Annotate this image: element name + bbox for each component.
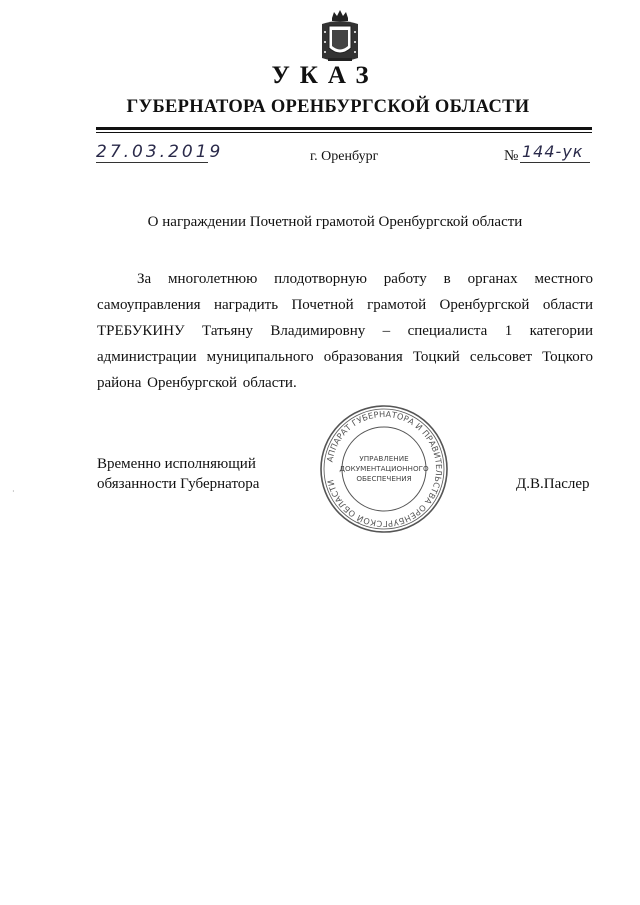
stamp-ring-text: АППАРАТ ГУБЕРНАТОРА И ПРАВИТЕЛЬСТВА ОРЕНБУРГСКОЙ ОБЛАСТИ (324, 408, 445, 530)
stamp-center-line3: ОБЕСПЕЧЕНИЯ (356, 474, 412, 483)
number-sign: № (504, 148, 519, 164)
decree-number: 144-ук (522, 142, 584, 161)
signatory-role (97, 454, 259, 494)
signatory-name: Д.В.Паслер (516, 476, 590, 492)
signatory-role-line1: Временно исполняющий (97, 456, 256, 472)
document-title: УКАЗ (271, 62, 379, 89)
decree-body: За многолетнюю плодотворную работу в органах местного самоуправления наградить Почетной грамотой Оренбургской области ТРЕБУКИНУ Татьяну Владимировну – специалиста 1 категории администрации муниципального образования Тоцкий сельсовет Тоцкого района Оренбургской области. (97, 271, 593, 391)
header-rule-thin (96, 132, 592, 133)
signatory-role-line2: обязанности Губернатора (97, 476, 260, 492)
coat-of-arms-icon (318, 8, 362, 64)
document-subtitle: ГУБЕРНАТОРА ОРЕНБУРГСКОЙ ОБЛАСТИ (126, 97, 530, 117)
number-underline (520, 162, 590, 163)
decree-heading: О награждении Почетной грамотой Оренбургской области (147, 214, 523, 230)
stamp-center-line2: ДОКУМЕНТАЦИОННОГО (339, 464, 429, 473)
margin-mark: · (12, 487, 15, 496)
city-label: г. Оренбург (310, 149, 379, 164)
decree-date: 27.03.2019 (96, 142, 224, 162)
stamp-center-line1: УПРАВЛЕНИЕ (359, 454, 409, 463)
header-rule-thick (96, 127, 592, 130)
date-underline (96, 162, 208, 163)
official-stamp (318, 403, 450, 535)
